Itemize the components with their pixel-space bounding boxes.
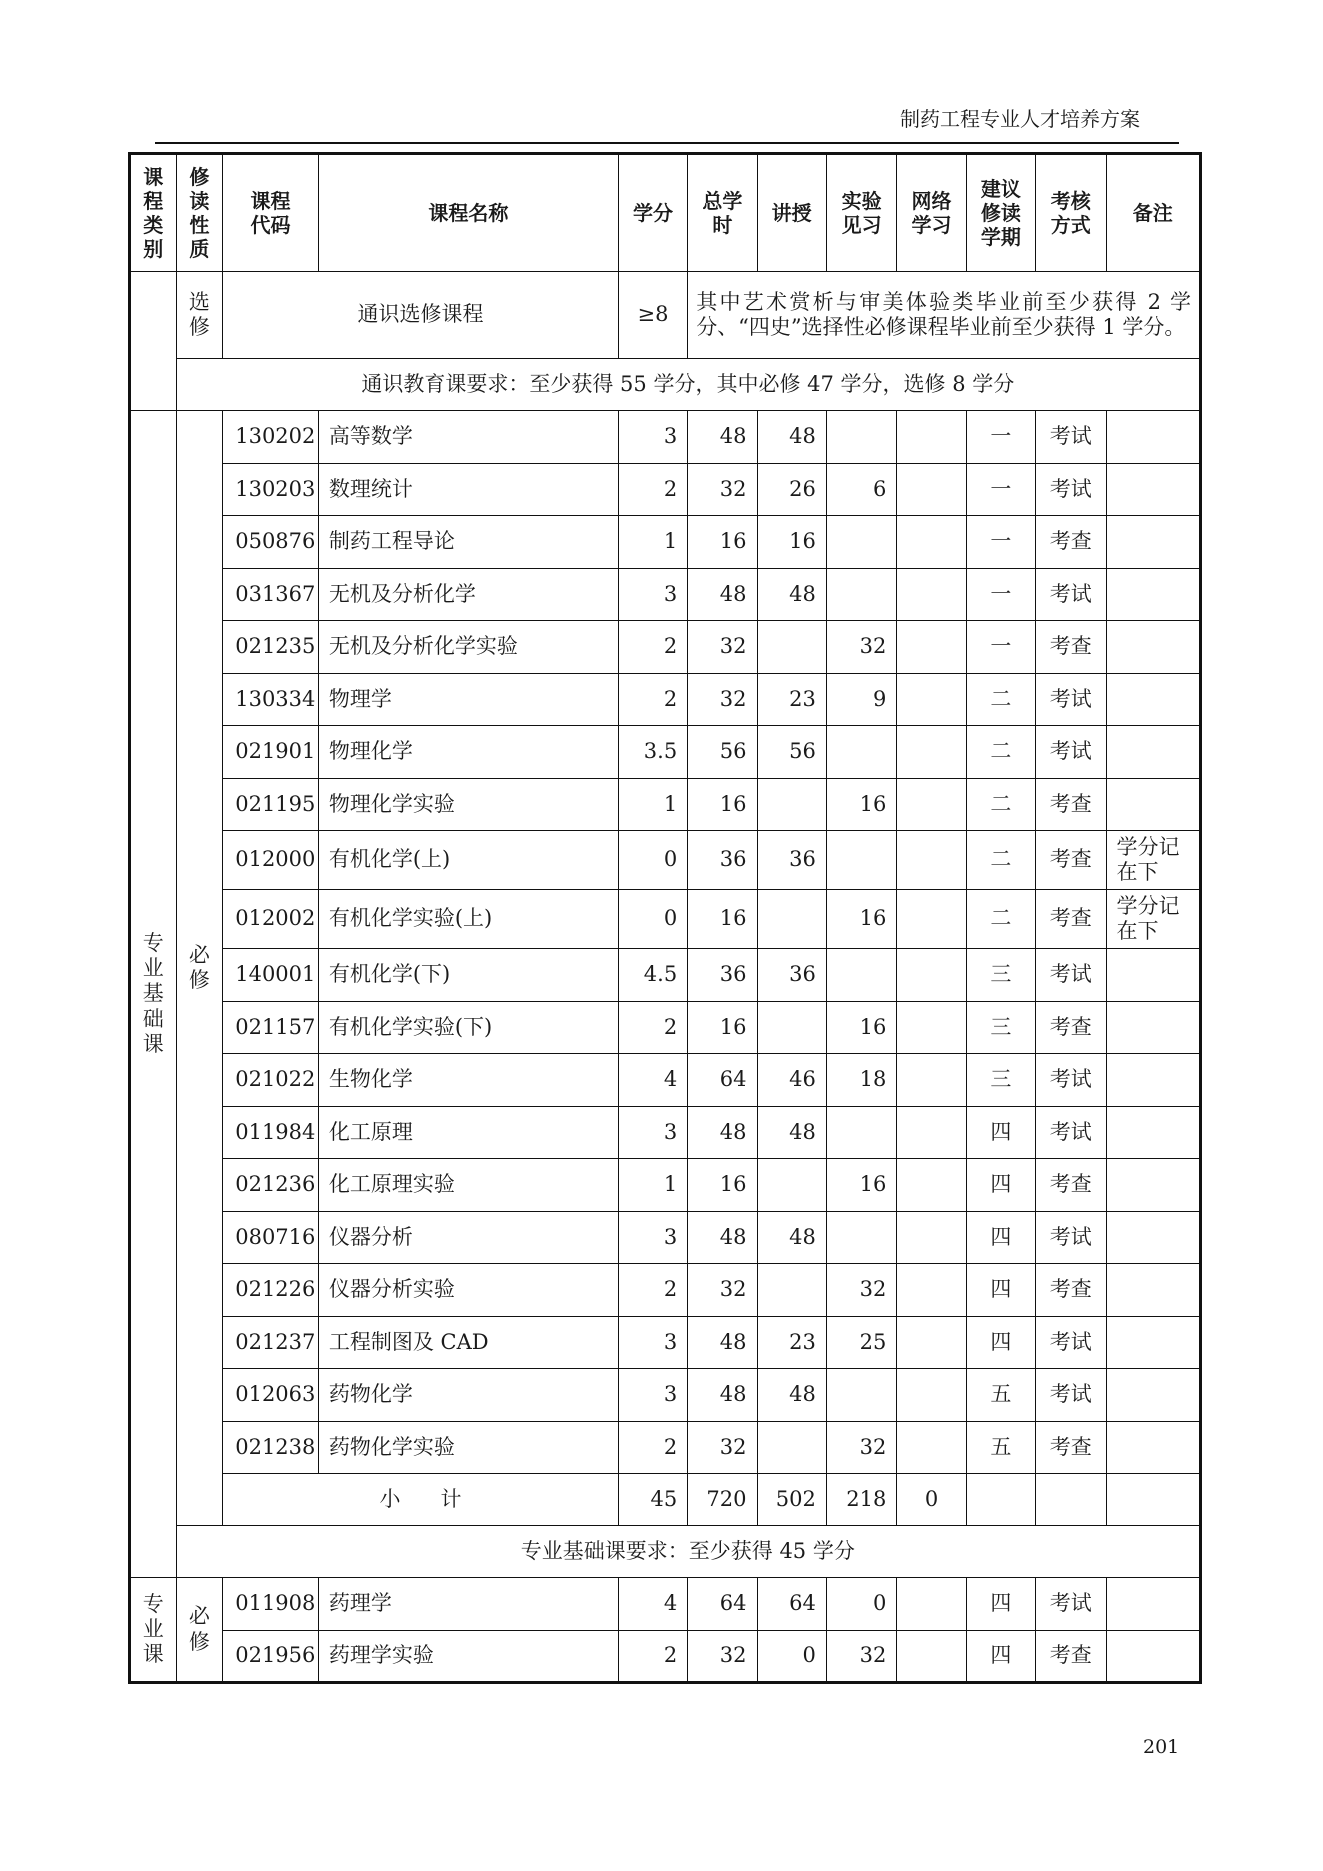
course-total-hours: 36 [688, 831, 757, 890]
general-elective-note: 其中艺术赏析与审美体验类毕业前至少获得 2 学分、“四史”选择性必修课程毕业前至少获得 1 学分。 [688, 272, 1201, 359]
course-exam-type: 考试 [1036, 1578, 1107, 1631]
course-credits: 3 [618, 1369, 687, 1422]
course-online-hours [897, 1316, 966, 1369]
course-remark [1106, 1159, 1200, 1212]
table-row [130, 621, 1201, 674]
course-name: 有机化学实验(下) [318, 1001, 618, 1054]
course-exam-type: 考试 [1036, 1106, 1107, 1159]
course-lab-hours: 16 [826, 890, 897, 949]
course-lab-hours [826, 949, 897, 1002]
course-lecture-hours [757, 1421, 826, 1474]
course-code: 021157 [223, 1001, 319, 1054]
course-total-hours: 32 [688, 621, 757, 674]
table-row [130, 831, 1201, 890]
course-total-hours: 64 [688, 1578, 757, 1631]
course-remark [1106, 1421, 1200, 1474]
subtotal-lab: 218 [826, 1474, 897, 1526]
course-name: 有机化学(下) [318, 949, 618, 1002]
course-online-hours [897, 1421, 966, 1474]
course-lecture-hours: 48 [757, 1369, 826, 1422]
course-remark [1106, 568, 1200, 621]
course-remark [1106, 1630, 1200, 1683]
course-credits: 3 [618, 1316, 687, 1369]
curriculum-table [128, 152, 1202, 1684]
course-exam-type: 考查 [1036, 890, 1107, 949]
course-name: 化工原理实验 [318, 1159, 618, 1212]
table-header-row [130, 154, 1201, 272]
course-code: 021956 [223, 1630, 319, 1683]
course-exam-type: 考查 [1036, 1001, 1107, 1054]
table-row [130, 1369, 1201, 1422]
course-code: 021195 [223, 778, 319, 831]
course-lecture-hours [757, 778, 826, 831]
course-credits: 3 [618, 568, 687, 621]
course-online-hours [897, 463, 966, 516]
course-name: 药物化学实验 [318, 1421, 618, 1474]
course-exam-type: 考试 [1036, 568, 1107, 621]
course-credits: 2 [618, 1001, 687, 1054]
category-cell-general [130, 272, 177, 411]
course-code: 031367 [223, 568, 319, 621]
course-exam-type: 考查 [1036, 1630, 1107, 1683]
course-credits: 3 [618, 411, 687, 464]
course-semester: 四 [966, 1578, 1035, 1631]
course-code: 080716 [223, 1211, 319, 1264]
general-elective-nature: 选修 [176, 272, 223, 359]
subtotal-lecture: 502 [757, 1474, 826, 1526]
course-remark [1106, 726, 1200, 779]
course-credits: 2 [618, 463, 687, 516]
course-total-hours: 48 [688, 1316, 757, 1369]
course-total-hours: 32 [688, 673, 757, 726]
course-online-hours [897, 621, 966, 674]
course-name: 无机及分析化学实验 [318, 621, 618, 674]
col-header-online: 网络学习 [897, 154, 966, 272]
course-remark: 学分记在下 [1106, 831, 1200, 890]
course-total-hours: 48 [688, 568, 757, 621]
course-semester: 四 [966, 1630, 1035, 1683]
course-remark [1106, 1264, 1200, 1317]
course-total-hours: 48 [688, 1106, 757, 1159]
table-row [130, 949, 1201, 1002]
course-credits: 2 [618, 1630, 687, 1683]
col-header-credits: 学分 [618, 154, 687, 272]
course-lab-hours [826, 568, 897, 621]
table-row [130, 1159, 1201, 1212]
nature-cell-basic: 必修 [176, 411, 223, 1526]
course-total-hours: 16 [688, 1159, 757, 1212]
course-total-hours: 64 [688, 1054, 757, 1107]
course-exam-type: 考试 [1036, 463, 1107, 516]
course-semester: 四 [966, 1159, 1035, 1212]
general-elective-row [130, 272, 1201, 359]
course-code: 021022 [223, 1054, 319, 1107]
course-exam-type: 考试 [1036, 949, 1107, 1002]
course-lab-hours: 25 [826, 1316, 897, 1369]
course-lab-hours [826, 1106, 897, 1159]
course-online-hours [897, 831, 966, 890]
col-header-name: 课程名称 [318, 154, 618, 272]
table-row [130, 1211, 1201, 1264]
course-semester: 一 [966, 463, 1035, 516]
subtotal-row [130, 1474, 1201, 1526]
course-credits: 4 [618, 1578, 687, 1631]
course-semester: 四 [966, 1106, 1035, 1159]
course-total-hours: 16 [688, 1001, 757, 1054]
table-row [130, 778, 1201, 831]
table-row [130, 1054, 1201, 1107]
course-name: 数理统计 [318, 463, 618, 516]
course-total-hours: 32 [688, 1421, 757, 1474]
course-total-hours: 48 [688, 1369, 757, 1422]
course-lab-hours [826, 726, 897, 779]
subtotal-online: 0 [897, 1474, 966, 1526]
course-remark [1106, 621, 1200, 674]
course-name: 制药工程导论 [318, 516, 618, 569]
course-semester: 二 [966, 673, 1035, 726]
course-total-hours: 56 [688, 726, 757, 779]
category-cell-major: 专业课 [130, 1578, 177, 1683]
course-semester: 一 [966, 516, 1035, 569]
course-code: 012063 [223, 1369, 319, 1422]
header-divider [155, 142, 1179, 144]
course-online-hours [897, 1054, 966, 1107]
table-row [130, 1264, 1201, 1317]
category-cell-basic: 专业基础课 [130, 411, 177, 1578]
course-code: 021236 [223, 1159, 319, 1212]
course-lab-hours [826, 1211, 897, 1264]
subtotal-empty [1106, 1474, 1200, 1526]
course-code: 011908 [223, 1578, 319, 1631]
course-total-hours: 16 [688, 778, 757, 831]
subtotal-empty [1036, 1474, 1107, 1526]
course-lab-hours: 16 [826, 1001, 897, 1054]
course-semester: 五 [966, 1369, 1035, 1422]
table-row [130, 1421, 1201, 1474]
course-online-hours [897, 1369, 966, 1422]
course-name: 物理化学实验 [318, 778, 618, 831]
course-credits: 3.5 [618, 726, 687, 779]
course-credits: 1 [618, 778, 687, 831]
page-number: 201 [1143, 1736, 1180, 1758]
course-lecture-hours: 16 [757, 516, 826, 569]
course-semester: 三 [966, 1054, 1035, 1107]
course-exam-type: 考试 [1036, 1211, 1107, 1264]
course-lab-hours [826, 1369, 897, 1422]
course-lecture-hours: 48 [757, 1211, 826, 1264]
course-exam-type: 考试 [1036, 1369, 1107, 1422]
course-exam-type: 考查 [1036, 1264, 1107, 1317]
course-lecture-hours: 48 [757, 568, 826, 621]
col-header-remark: 备注 [1106, 154, 1200, 272]
general-elective-name: 通识选修课程 [223, 272, 619, 359]
table-row [130, 890, 1201, 949]
course-total-hours: 32 [688, 463, 757, 516]
course-online-hours [897, 1578, 966, 1631]
table-row [130, 673, 1201, 726]
course-total-hours: 48 [688, 411, 757, 464]
course-online-hours [897, 1211, 966, 1264]
course-code: 021235 [223, 621, 319, 674]
course-name: 仪器分析实验 [318, 1264, 618, 1317]
course-online-hours [897, 411, 966, 464]
course-credits: 2 [618, 621, 687, 674]
course-code: 012002 [223, 890, 319, 949]
col-header-category: 课程类别 [130, 154, 177, 272]
course-online-hours [897, 1630, 966, 1683]
course-total-hours: 16 [688, 890, 757, 949]
course-lab-hours: 6 [826, 463, 897, 516]
col-header-nature: 修读性质 [176, 154, 223, 272]
course-lecture-hours [757, 1159, 826, 1212]
course-exam-type: 考试 [1036, 411, 1107, 464]
course-remark [1106, 516, 1200, 569]
course-online-hours [897, 673, 966, 726]
course-lab-hours: 9 [826, 673, 897, 726]
course-online-hours [897, 949, 966, 1002]
course-code: 021238 [223, 1421, 319, 1474]
course-name: 高等数学 [318, 411, 618, 464]
document-header-title: 制药工程专业人才培养方案 [900, 107, 1140, 131]
course-lecture-hours [757, 1264, 826, 1317]
course-code: 011984 [223, 1106, 319, 1159]
course-code: 130203 [223, 463, 319, 516]
course-remark [1106, 1316, 1200, 1369]
course-name: 药物化学 [318, 1369, 618, 1422]
course-lecture-hours: 46 [757, 1054, 826, 1107]
course-semester: 一 [966, 621, 1035, 674]
general-elective-credits: ≥8 [618, 272, 687, 359]
course-semester: 二 [966, 890, 1035, 949]
course-credits: 4.5 [618, 949, 687, 1002]
course-credits: 3 [618, 1211, 687, 1264]
course-name: 药理学 [318, 1578, 618, 1631]
course-credits: 1 [618, 516, 687, 569]
course-semester: 五 [966, 1421, 1035, 1474]
table-row [130, 568, 1201, 621]
course-exam-type: 考查 [1036, 1421, 1107, 1474]
course-online-hours [897, 1001, 966, 1054]
course-total-hours: 32 [688, 1630, 757, 1683]
course-remark [1106, 1106, 1200, 1159]
course-semester: 二 [966, 778, 1035, 831]
general-requirement-row [130, 359, 1201, 411]
course-name: 物理化学 [318, 726, 618, 779]
subtotal-empty [966, 1474, 1035, 1526]
course-lab-hours [826, 516, 897, 569]
course-exam-type: 考查 [1036, 1159, 1107, 1212]
general-requirement-text: 通识教育课要求：至少获得 55 学分，其中必修 47 学分，选修 8 学分 [176, 359, 1200, 411]
course-name: 工程制图及 CAD [318, 1316, 618, 1369]
course-lecture-hours: 26 [757, 463, 826, 516]
subtotal-label: 小计 [223, 1474, 619, 1526]
course-semester: 三 [966, 1001, 1035, 1054]
course-lab-hours: 32 [826, 621, 897, 674]
nature-cell-major: 必修 [176, 1578, 223, 1683]
course-credits: 2 [618, 1264, 687, 1317]
course-online-hours [897, 1264, 966, 1317]
table-row [130, 411, 1201, 464]
course-semester: 三 [966, 949, 1035, 1002]
course-code: 130202 [223, 411, 319, 464]
course-total-hours: 48 [688, 1211, 757, 1264]
course-lab-hours [826, 411, 897, 464]
col-header-lab: 实验见习 [826, 154, 897, 272]
course-name: 药理学实验 [318, 1630, 618, 1683]
course-lab-hours [826, 831, 897, 890]
course-online-hours [897, 516, 966, 569]
table-row [130, 1578, 1201, 1631]
course-total-hours: 32 [688, 1264, 757, 1317]
course-name: 有机化学实验(上) [318, 890, 618, 949]
course-lecture-hours [757, 621, 826, 674]
course-lab-hours: 16 [826, 778, 897, 831]
course-online-hours [897, 1106, 966, 1159]
course-remark [1106, 463, 1200, 516]
course-lecture-hours: 23 [757, 1316, 826, 1369]
course-online-hours [897, 778, 966, 831]
course-remark [1106, 1369, 1200, 1422]
subtotal-total: 720 [688, 1474, 757, 1526]
course-name: 物理学 [318, 673, 618, 726]
course-lecture-hours: 36 [757, 949, 826, 1002]
course-remark [1106, 1211, 1200, 1264]
course-credits: 1 [618, 1159, 687, 1212]
course-remark [1106, 1054, 1200, 1107]
course-code: 012000 [223, 831, 319, 890]
course-name: 仪器分析 [318, 1211, 618, 1264]
course-lab-hours: 32 [826, 1264, 897, 1317]
course-name: 生物化学 [318, 1054, 618, 1107]
course-exam-type: 考查 [1036, 831, 1107, 890]
course-name: 化工原理 [318, 1106, 618, 1159]
course-online-hours [897, 568, 966, 621]
course-exam-type: 考试 [1036, 1316, 1107, 1369]
table-row [130, 463, 1201, 516]
course-lecture-hours: 36 [757, 831, 826, 890]
course-semester: 四 [966, 1264, 1035, 1317]
subtotal-credits: 45 [618, 1474, 687, 1526]
col-header-semester: 建议修读学期 [966, 154, 1035, 272]
course-semester: 一 [966, 411, 1035, 464]
course-remark [1106, 1001, 1200, 1054]
course-total-hours: 36 [688, 949, 757, 1002]
course-remark [1106, 1578, 1200, 1631]
course-code: 050876 [223, 516, 319, 569]
course-lecture-hours: 56 [757, 726, 826, 779]
col-header-lecture: 讲授 [757, 154, 826, 272]
col-header-code: 课程代码 [223, 154, 319, 272]
course-remark: 学分记在下 [1106, 890, 1200, 949]
course-code: 021237 [223, 1316, 319, 1369]
col-header-exam: 考核方式 [1036, 154, 1107, 272]
course-code: 130334 [223, 673, 319, 726]
course-semester: 四 [966, 1316, 1035, 1369]
course-semester: 四 [966, 1211, 1035, 1264]
course-online-hours [897, 890, 966, 949]
course-credits: 4 [618, 1054, 687, 1107]
table-row [130, 1630, 1201, 1683]
course-online-hours [897, 1159, 966, 1212]
course-lecture-hours: 48 [757, 411, 826, 464]
course-exam-type: 考查 [1036, 621, 1107, 674]
course-name: 有机化学(上) [318, 831, 618, 890]
course-lab-hours: 32 [826, 1630, 897, 1683]
course-credits: 2 [618, 673, 687, 726]
course-remark [1106, 411, 1200, 464]
course-credits: 3 [618, 1106, 687, 1159]
course-remark [1106, 778, 1200, 831]
basic-requirement-text: 专业基础课要求：至少获得 45 学分 [176, 1526, 1200, 1578]
course-total-hours: 16 [688, 516, 757, 569]
col-header-total-hours: 总学时 [688, 154, 757, 272]
course-code: 021226 [223, 1264, 319, 1317]
course-lecture-hours: 48 [757, 1106, 826, 1159]
basic-requirement-row [130, 1526, 1201, 1578]
course-credits: 0 [618, 890, 687, 949]
course-code: 021901 [223, 726, 319, 779]
course-semester: 二 [966, 831, 1035, 890]
course-name: 无机及分析化学 [318, 568, 618, 621]
course-exam-type: 考试 [1036, 726, 1107, 779]
course-lab-hours: 16 [826, 1159, 897, 1212]
course-lecture-hours: 64 [757, 1578, 826, 1631]
course-lecture-hours [757, 1001, 826, 1054]
course-exam-type: 考查 [1036, 516, 1107, 569]
course-lecture-hours: 23 [757, 673, 826, 726]
course-lab-hours: 32 [826, 1421, 897, 1474]
course-lecture-hours: 0 [757, 1630, 826, 1683]
course-credits: 2 [618, 1421, 687, 1474]
table-row [130, 1106, 1201, 1159]
course-exam-type: 考查 [1036, 778, 1107, 831]
course-lecture-hours [757, 890, 826, 949]
course-lab-hours: 0 [826, 1578, 897, 1631]
table-row [130, 726, 1201, 779]
table-row [130, 516, 1201, 569]
course-remark [1106, 949, 1200, 1002]
course-online-hours [897, 726, 966, 779]
course-semester: 二 [966, 726, 1035, 779]
course-exam-type: 考试 [1036, 1054, 1107, 1107]
course-code: 140001 [223, 949, 319, 1002]
course-remark [1106, 673, 1200, 726]
table-row [130, 1316, 1201, 1369]
table-row [130, 1001, 1201, 1054]
course-exam-type: 考试 [1036, 673, 1107, 726]
course-credits: 0 [618, 831, 687, 890]
course-semester: 一 [966, 568, 1035, 621]
course-lab-hours: 18 [826, 1054, 897, 1107]
